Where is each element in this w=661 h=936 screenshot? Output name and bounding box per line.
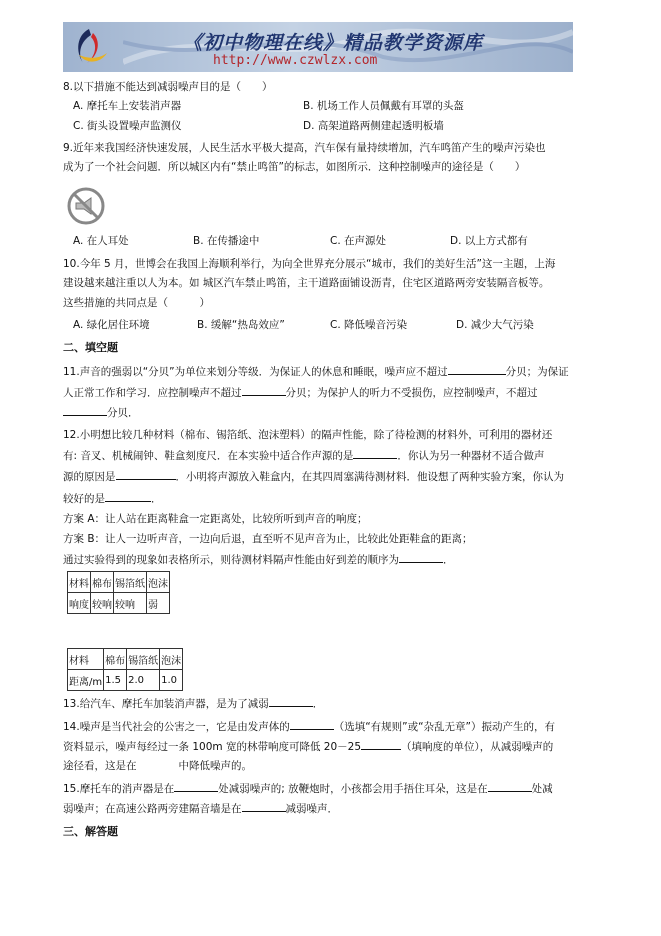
q15-line2: 弱噪声；在高速公路两旁建隔音墙是在 减弱噪声． bbox=[63, 803, 338, 815]
q10-option-c[interactable]: C. 降低噪音污染 bbox=[330, 319, 408, 331]
table-cell: 较响 bbox=[114, 593, 147, 614]
table-cell: 1.5 bbox=[104, 670, 127, 691]
q14-line1: 14.噪声是当代社会的公害之一，它是由发声体的 （选填“有规则”或“杂乱无章”）振动产生的，有 bbox=[63, 721, 555, 733]
q12-blank-2[interactable] bbox=[116, 469, 176, 480]
loudness-table bbox=[67, 571, 170, 614]
q12-plan-b: 方案 B：让人一边听声音，一边向后退，直至听不见声音为止，比较此处距鞋盒的距离； bbox=[63, 533, 473, 545]
q14-line3: 途径看，这是在 中降低噪声的。 bbox=[63, 760, 252, 772]
banner-url: http://www.czwlzx.com bbox=[213, 53, 378, 68]
q9-option-c[interactable]: C. 在声源处 bbox=[330, 235, 387, 247]
q11-blank-2[interactable] bbox=[242, 385, 286, 396]
q11-blank-3[interactable] bbox=[63, 405, 107, 416]
table-cell: 材料 bbox=[68, 649, 104, 670]
q15-blank-3[interactable] bbox=[242, 801, 286, 812]
q12-line4: 较好的是 ． bbox=[63, 493, 162, 505]
q10-line3: 这些措施的共同点是（ ） bbox=[63, 297, 210, 309]
q12-plan-a: 方案 A：让人站在距离鞋盒一定距离处，比较所听到声音的响度； bbox=[63, 513, 368, 525]
q10-option-b[interactable]: B. 缓解“热岛效应” bbox=[197, 319, 285, 331]
section-heading-answer: 三、解答题 bbox=[63, 825, 118, 838]
q11-line1: 11.声音的强弱以“分贝”为单位来划分等级．为保证人的休息和睡眠，噪声应不超过 分贝；为保证 bbox=[63, 366, 569, 378]
q12-blank-3[interactable] bbox=[105, 491, 151, 502]
q11-line2: 人正常工作和学习．应控制噪声不超过 分贝；为保护人的听力不受损伤，应控制噪声，不超过 bbox=[63, 387, 538, 399]
table-cell: 泡沫 bbox=[147, 572, 170, 593]
table-cell: 2.0 bbox=[127, 670, 160, 691]
q8-option-c[interactable]: C. 街头设置噪声监测仪 bbox=[73, 120, 182, 132]
q10-line1: 10.今年 5 月，世博会在我国上海顺利举行，为向全世界充分展示“城市，我们的美好生活”这一主题，上海 bbox=[63, 258, 556, 270]
table-row bbox=[68, 593, 170, 614]
q10-option-d[interactable]: D. 减少大气污染 bbox=[456, 319, 534, 331]
q11-line3: 分贝． bbox=[63, 405, 139, 420]
table-cell: 泡沫 bbox=[160, 649, 183, 670]
section-heading-fill-in: 二、填空题 bbox=[63, 341, 118, 354]
q9-line2: 成为了一个社会问题．所以城区内有“禁止鸣笛”的标志，如图所示．这种控制噪声的途径是（ ） bbox=[63, 161, 526, 173]
q12-line1: 12.小明想比较几种材料（棉布、锡箔纸、泡沫塑料）的隔声性能，除了待检测的材料外，可利用的器材还 bbox=[63, 429, 553, 441]
table-cell: 棉布 bbox=[91, 572, 114, 593]
table-cell: 较响 bbox=[91, 593, 114, 614]
q12-line7: 通过实验得到的现象如表格所示，则待测材料隔声性能由好到差的顺序为 ． bbox=[63, 554, 454, 566]
q15-blank-2[interactable] bbox=[488, 781, 532, 792]
q9-option-b[interactable]: B. 在传播途中 bbox=[193, 235, 260, 247]
no-honking-sign-icon bbox=[66, 186, 106, 226]
q8-stem: 8.以下措施不能达到减弱噪声目的是（ ） bbox=[63, 81, 273, 93]
q15-line1: 15.摩托车的消声器是在 处减弱噪声的; 放鞭炮时，小孩都会用手捂住耳朵，这是在 处减 bbox=[63, 783, 553, 795]
q13-blank[interactable] bbox=[269, 696, 313, 707]
q10-option-a[interactable]: A. 绿化居住环境 bbox=[73, 319, 150, 331]
q8-option-d[interactable]: D. 高架道路两侧建起透明板墙 bbox=[303, 120, 444, 132]
table-cell: 锡箔纸 bbox=[127, 649, 160, 670]
table-cell: 1.0 bbox=[160, 670, 183, 691]
q9-option-d[interactable]: D. 以上方式都有 bbox=[450, 235, 528, 247]
q9-line1: 9.近年来我国经济快速发展，人民生活水平极大提高，汽车保有量持续增加，汽车鸣笛产生的噪声污染也 bbox=[63, 142, 546, 154]
q14-line2: 资料显示，噪声每经过一条 100m 宽的林带响度可降低 20－25 （填响度的单位），从减弱噪声的 bbox=[63, 741, 554, 753]
table-cell: 距离/m bbox=[68, 670, 104, 691]
site-logo-icon bbox=[67, 25, 111, 69]
table-cell: 响度 bbox=[68, 593, 91, 614]
header-banner bbox=[63, 22, 573, 72]
q12-line2: 有: 音叉、机械闹钟、鞋盒刻度尺．在本实验中适合作声源的是 ．你认为另一种器材不适合做声 bbox=[63, 450, 545, 462]
q12-blank-4[interactable] bbox=[399, 552, 443, 563]
q10-line2: 建设越来越注重以人为本。如 城区汽车禁止鸣笛，主干道路面铺设沥青，住宅区道路两旁安装隔音板等。 bbox=[63, 277, 550, 289]
q8-option-b[interactable]: B. 机场工作人员佩戴有耳罩的头盔 bbox=[303, 100, 464, 112]
table-cell: 弱 bbox=[147, 593, 170, 614]
table-cell: 棉布 bbox=[104, 649, 127, 670]
distance-table bbox=[67, 648, 183, 691]
q12-blank-1[interactable] bbox=[353, 448, 397, 459]
q15-blank-1[interactable] bbox=[174, 781, 218, 792]
q13-line: 13.给汽车、摩托车加装消声器，是为了减弱 ． bbox=[63, 698, 324, 710]
banner-title: 《初中物理在线》精品教学资源库 bbox=[183, 32, 484, 54]
table-row bbox=[68, 670, 183, 691]
table-cell: 锡箔纸 bbox=[114, 572, 147, 593]
table-row bbox=[68, 572, 170, 593]
q12-line3: 源的原因是 ．小明将声源放入鞋盒内，在其四周塞满待测材料．他设想了两种实验方案，你认为 bbox=[63, 471, 564, 483]
q9-option-a[interactable]: A. 在人耳处 bbox=[73, 235, 129, 247]
table-cell: 材料 bbox=[68, 572, 91, 593]
q11-blank-1[interactable] bbox=[448, 364, 506, 375]
q14-blank-2[interactable] bbox=[361, 739, 401, 750]
q8-option-a[interactable]: A. 摩托车上安装消声器 bbox=[73, 100, 182, 112]
q14-blank-1[interactable] bbox=[290, 719, 334, 730]
table-row bbox=[68, 649, 183, 670]
